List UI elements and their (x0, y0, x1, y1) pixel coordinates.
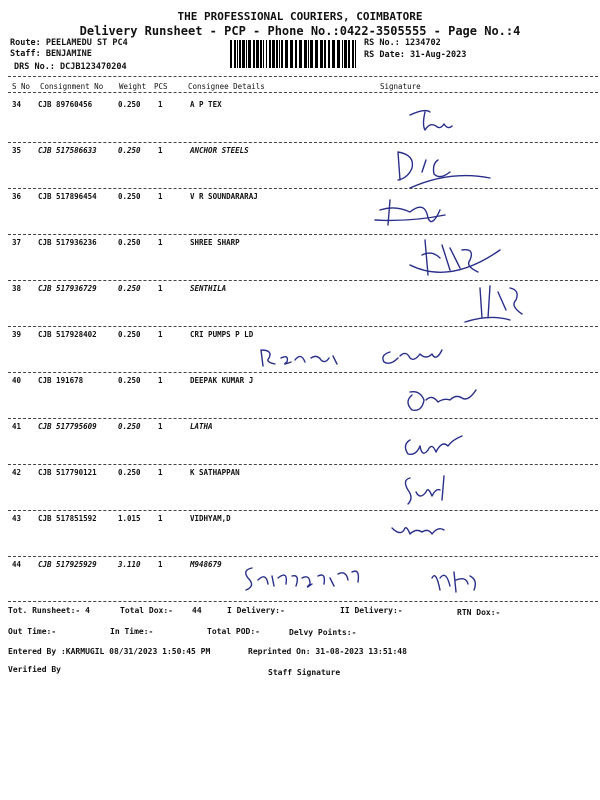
row-weight: 0.250 (118, 238, 141, 247)
row-sno: 40 (12, 376, 22, 385)
row-pcs: 1 (158, 422, 163, 431)
row-consignment: CJB 517795609 (38, 422, 97, 431)
total-dox-value: 44 (192, 606, 202, 615)
row-sno: 34 (12, 100, 22, 109)
row-consignee: ANCHOR STEELS (190, 146, 249, 155)
rtn-dox: RTN Dox:- (457, 608, 501, 617)
row-consignee: K SATHAPPAN (190, 468, 240, 477)
row-sno: 43 (12, 514, 22, 523)
row-pcs: 1 (158, 192, 163, 201)
row-sno: 36 (12, 192, 22, 201)
row-consignment: CJB 89760456 (38, 100, 93, 109)
drs-label: DRS No.: DCJB123470204 (14, 62, 127, 72)
row-consignment: CJB 517925929 (38, 560, 97, 569)
row-pcs: 1 (158, 284, 163, 293)
row-sno: 38 (12, 284, 22, 293)
row-sno: 37 (12, 238, 22, 247)
col-sno: S No (12, 82, 31, 91)
row-sno: 42 (12, 468, 22, 477)
total-dox-label: Total Dox:- (120, 606, 173, 615)
staff-label: Staff: BENJAMINE (10, 49, 92, 59)
row-weight: 0.250 (118, 192, 141, 201)
row-pcs: 1 (158, 238, 163, 247)
row-consignee: V R SOUNDARARAJ (190, 192, 258, 201)
row-consignee: LATHA (190, 422, 213, 431)
row-pcs: 1 (158, 468, 163, 477)
runsheet-subtitle: Delivery Runsheet - PCP - Phone No.:0422-3505555 - Page No.:4 (79, 24, 521, 38)
i-delivery: I Delivery:- (227, 606, 285, 615)
rs-number: RS No.: 1234702 (364, 38, 441, 48)
row-consignment: CJB 191678 (38, 376, 84, 385)
row-pcs: 1 (158, 514, 163, 523)
row-consignment: CJB 517790121 (38, 468, 97, 477)
row-pcs: 1 (158, 560, 163, 569)
row-consignee: SHREE SHARP (190, 238, 240, 247)
rs-date: RS Date: 31-Aug-2023 (364, 50, 467, 60)
row-consignment: CJB 517851592 (38, 514, 97, 523)
row-weight: 1.015 (118, 514, 141, 523)
row-consignee: A P TEX (190, 100, 222, 109)
row-sno: 44 (12, 560, 22, 569)
row-weight: 0.250 (118, 468, 141, 477)
barcode-icon (230, 40, 358, 68)
row-consignee: VIDHYAM,D (190, 514, 231, 523)
col-weight: Weight (119, 82, 147, 91)
staff-signature: Staff Signature (268, 668, 341, 677)
divider (8, 76, 598, 77)
route-label: Route: PEELAMEDU ST PC4 (10, 38, 128, 48)
row-pcs: 1 (158, 330, 163, 339)
row-consignee: M948679 (190, 560, 222, 569)
col-pcs: PCS (154, 82, 168, 91)
verified-by: Verified By (8, 665, 61, 674)
in-time: In Time:- (110, 627, 154, 636)
total-pod: Total POD:- (207, 627, 260, 636)
divider (8, 92, 598, 93)
delvy-points: Delvy Points:- (289, 628, 357, 637)
row-consignment: CJB 517936729 (38, 284, 97, 293)
reprinted-on: Reprinted On: 31-08-2023 13:51:48 (248, 647, 407, 656)
row-weight: 0.250 (118, 330, 141, 339)
company-title: THE PROFESSIONAL COURIERS, COIMBATORE (177, 10, 423, 23)
row-pcs: 1 (158, 146, 163, 155)
row-pcs: 1 (158, 376, 163, 385)
row-pcs: 1 (158, 100, 163, 109)
row-weight: 3.110 (118, 560, 141, 569)
row-sno: 35 (12, 146, 22, 155)
row-weight: 0.250 (118, 100, 141, 109)
row-consignee: SENTHILA (190, 284, 227, 293)
row-weight: 0.250 (118, 422, 141, 431)
row-consignment: CJB 517586633 (38, 146, 97, 155)
entered-by: Entered By :KARMUGIL 08/31/2023 1:50:45 PM (8, 647, 211, 656)
row-sno: 41 (12, 422, 22, 431)
handwritten-note (238, 556, 378, 596)
out-time: Out Time:- (8, 627, 57, 636)
row-consignment: CJB 517936236 (38, 238, 97, 247)
row-sno: 39 (12, 330, 22, 339)
divider (8, 601, 598, 602)
row-consignment: CJB 517896454 (38, 192, 97, 201)
tot-runsheet: Tot. Runsheet:- 4 (8, 606, 90, 615)
handwritten-note (255, 340, 345, 370)
col-signature: Signature (380, 82, 421, 91)
ii-delivery: II Delivery:- (340, 606, 403, 615)
col-consignee: Consignee Details (188, 82, 265, 91)
row-consignee: DEEPAK KUMAR J (190, 376, 254, 385)
handwritten-signatures (370, 100, 600, 610)
col-consignment: Consignment No (40, 82, 104, 91)
row-weight: 0.250 (118, 376, 141, 385)
row-consignment: CJB 517928402 (38, 330, 97, 339)
row-weight: 0.250 (118, 146, 141, 155)
row-consignee: CRI PUMPS P LD (190, 330, 254, 339)
row-weight: 0.250 (118, 284, 141, 293)
